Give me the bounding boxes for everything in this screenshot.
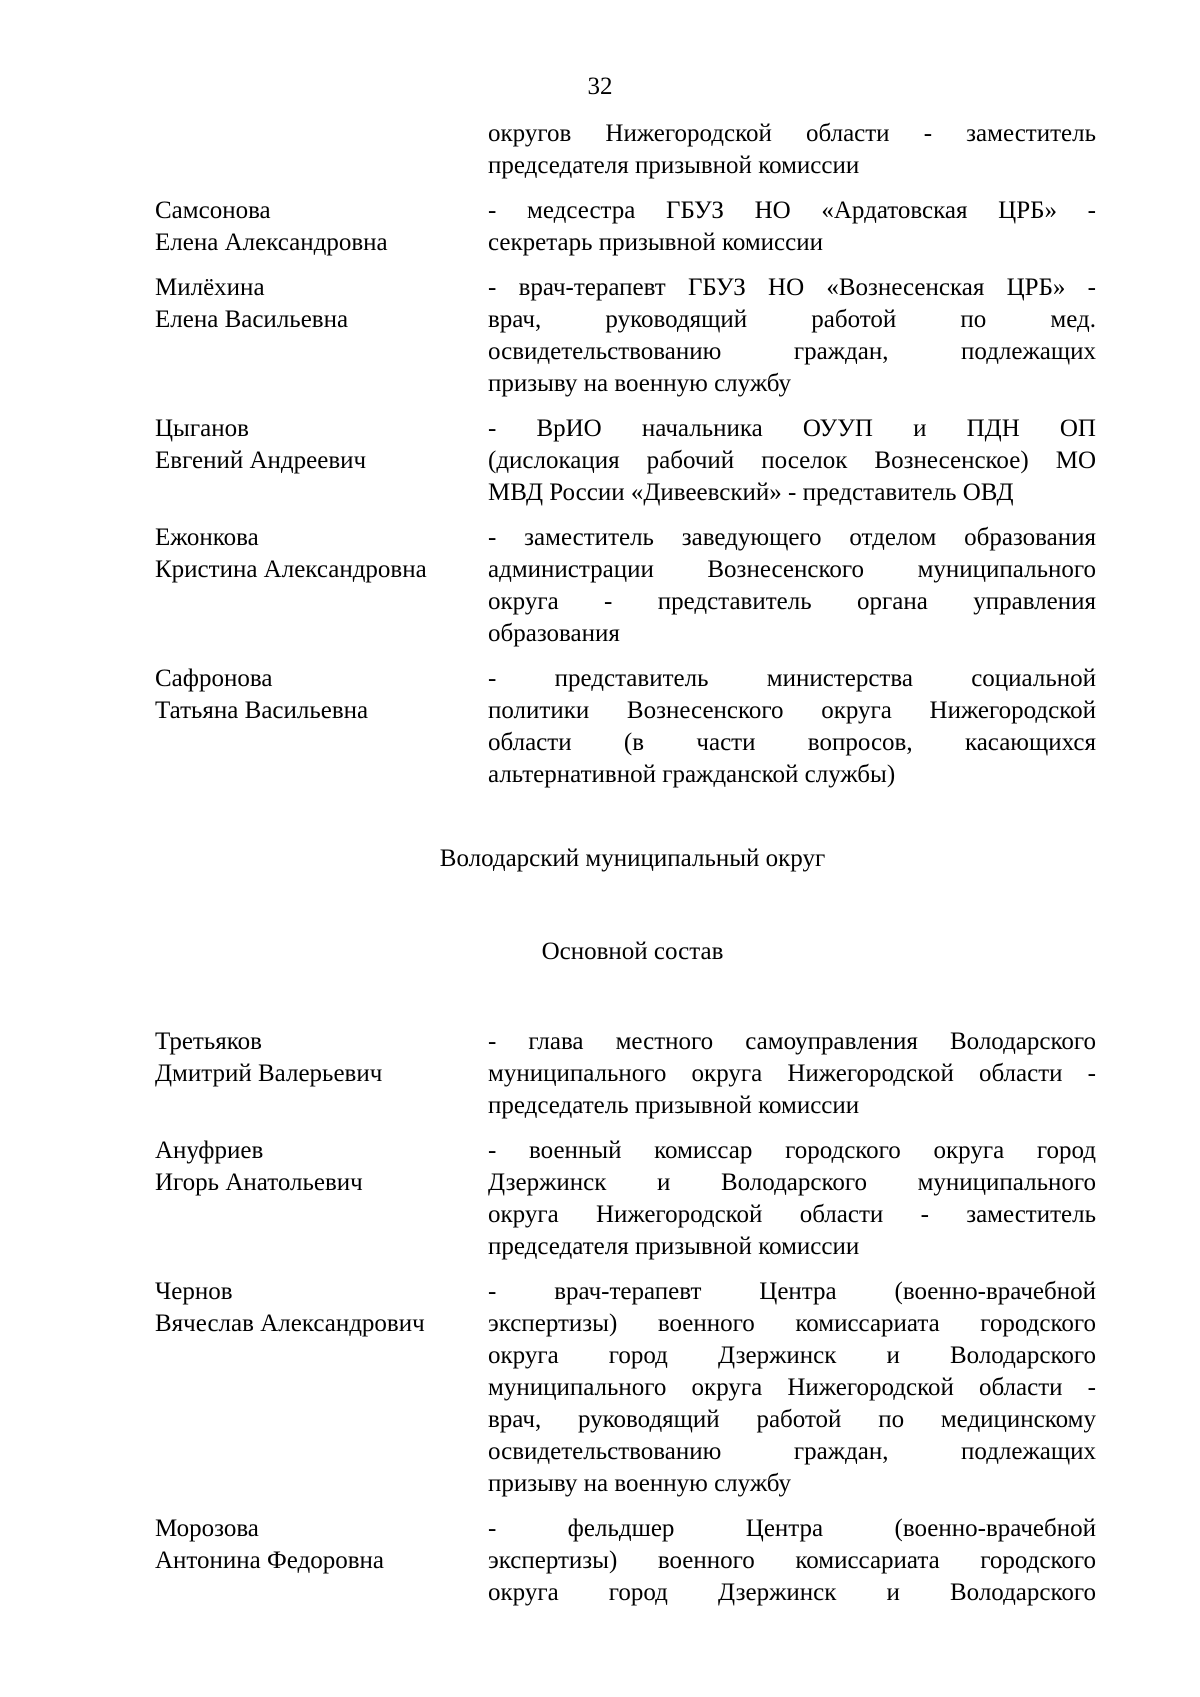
continuation-entry (155, 118, 1110, 182)
role-line: округа город Дзержинск и Володарского (488, 1579, 1096, 1606)
member-given-names: Елена Александровна (155, 229, 388, 256)
role-line: экспертизы) военного комиссариата городского (488, 1310, 1096, 1337)
role-line: врач, руководящий работой по мед. (488, 306, 1096, 333)
document-body (155, 118, 1110, 1622)
role-line: освидетельствованию граждан, подлежащих (488, 338, 1096, 365)
member-role (488, 195, 1096, 259)
member-role (488, 272, 1096, 400)
role-line: экспертизы) военного комиссариата городского (488, 1547, 1096, 1574)
member-role (488, 522, 1096, 650)
member-entry (155, 1026, 1110, 1122)
member-surname: Сафронова (155, 665, 273, 692)
role-line: округа - представитель органа управления (488, 588, 1096, 615)
role-line: муниципального округа Нижегородской области - (488, 1374, 1096, 1401)
member-name (155, 195, 488, 259)
member-surname: Самсонова (155, 197, 271, 224)
member-entry (155, 413, 1110, 509)
member-entry (155, 663, 1110, 791)
page-number: 32 (587, 73, 613, 100)
role-line: призыву на военную службу (488, 370, 792, 397)
role-line: политики Вознесенского округа Нижегородской (488, 697, 1096, 724)
description-line: председателя призывной комиссии (488, 152, 860, 179)
role-line: муниципального округа Нижегородской области - (488, 1060, 1096, 1087)
role-line: администрации Вознесенского муниципального (488, 556, 1096, 583)
role-line: округа город Дзержинск и Володарского (488, 1342, 1096, 1369)
entry-description (488, 118, 1096, 182)
composition-heading: Основной состав (541, 938, 724, 965)
member-name (155, 522, 488, 650)
member-role (488, 663, 1096, 791)
member-name (155, 413, 488, 509)
member-name (155, 1026, 488, 1122)
member-surname: Ануфриев (155, 1137, 264, 1164)
member-role (488, 1513, 1096, 1609)
member-given-names: Вячеслав Александрович (155, 1310, 425, 1337)
role-line: образования (488, 620, 620, 647)
member-name (155, 1276, 488, 1500)
member-name (155, 272, 488, 400)
member-given-names: Антонина Федоровна (155, 1547, 385, 1574)
member-entry (155, 1276, 1110, 1500)
description-line: округов Нижегородской области - заместитель (488, 120, 1096, 147)
role-line: - фельдшер Центра (военно-врачебной (488, 1515, 1096, 1542)
role-line: - глава местного самоуправления Володарского (488, 1028, 1096, 1055)
role-line: - заместитель заведующего отделом образования (488, 524, 1096, 551)
role-line: председатель призывной комиссии (488, 1092, 860, 1119)
member-given-names: Кристина Александровна (155, 556, 427, 583)
member-entry (155, 1513, 1110, 1609)
role-line: (дислокация рабочий поселок Вознесенское) МО (488, 447, 1096, 474)
role-line: - врач-терапевт ГБУЗ НО «Вознесенская ЦРБ» - (488, 274, 1096, 301)
member-name (155, 1135, 488, 1263)
member-entry (155, 522, 1110, 650)
role-line: председателя призывной комиссии (488, 1233, 860, 1260)
members-list-vozn (155, 195, 1110, 791)
member-given-names: Игорь Анатольевич (155, 1169, 363, 1196)
member-entry (155, 1135, 1110, 1263)
role-line: освидетельствованию граждан, подлежащих (488, 1438, 1096, 1465)
member-name (155, 663, 488, 791)
role-line: округа Нижегородской области - заместитель (488, 1201, 1096, 1228)
role-line: призыву на военную службу (488, 1470, 792, 1497)
member-role (488, 413, 1096, 509)
member-entry (155, 272, 1110, 400)
member-given-names: Евгений Андреевич (155, 447, 367, 474)
member-role (488, 1135, 1096, 1263)
member-role (488, 1026, 1096, 1122)
member-surname: Милёхина (155, 274, 265, 301)
role-line: Дзержинск и Володарского муниципального (488, 1169, 1096, 1196)
entry-name-empty (155, 118, 488, 182)
member-role (488, 1276, 1096, 1500)
role-line: секретарь призывной комиссии (488, 229, 824, 256)
role-line: - ВрИО начальника ОУУП и ПДН ОП (488, 415, 1096, 442)
member-entry (155, 195, 1110, 259)
role-line: - представитель министерства социальной (488, 665, 1096, 692)
member-name (155, 1513, 488, 1609)
role-line: - военный комиссар городского округа город (488, 1137, 1096, 1164)
member-surname: Ежонкова (155, 524, 259, 551)
district-heading: Володарский муниципальный округ (439, 845, 826, 872)
members-list-volod (155, 1026, 1110, 1609)
role-line: - медсестра ГБУЗ НО «Ардатовская ЦРБ» - (488, 197, 1096, 224)
member-surname: Морозова (155, 1515, 259, 1542)
member-surname: Цыганов (155, 415, 249, 442)
member-surname: Третьяков (155, 1028, 262, 1055)
role-line: области (в части вопросов, касающихся (488, 729, 1096, 756)
role-line: МВД России «Дивеевский» - представитель ОВД (488, 479, 1014, 506)
member-surname: Чернов (155, 1278, 233, 1305)
role-line: врач, руководящий работой по медицинскому (488, 1406, 1096, 1433)
role-line: альтернативной гражданской службы) (488, 761, 896, 788)
role-line: - врач-терапевт Центра (военно-врачебной (488, 1278, 1096, 1305)
member-given-names: Татьяна Васильевна (155, 697, 369, 724)
member-given-names: Елена Васильевна (155, 306, 349, 333)
member-given-names: Дмитрий Валерьевич (155, 1060, 383, 1087)
